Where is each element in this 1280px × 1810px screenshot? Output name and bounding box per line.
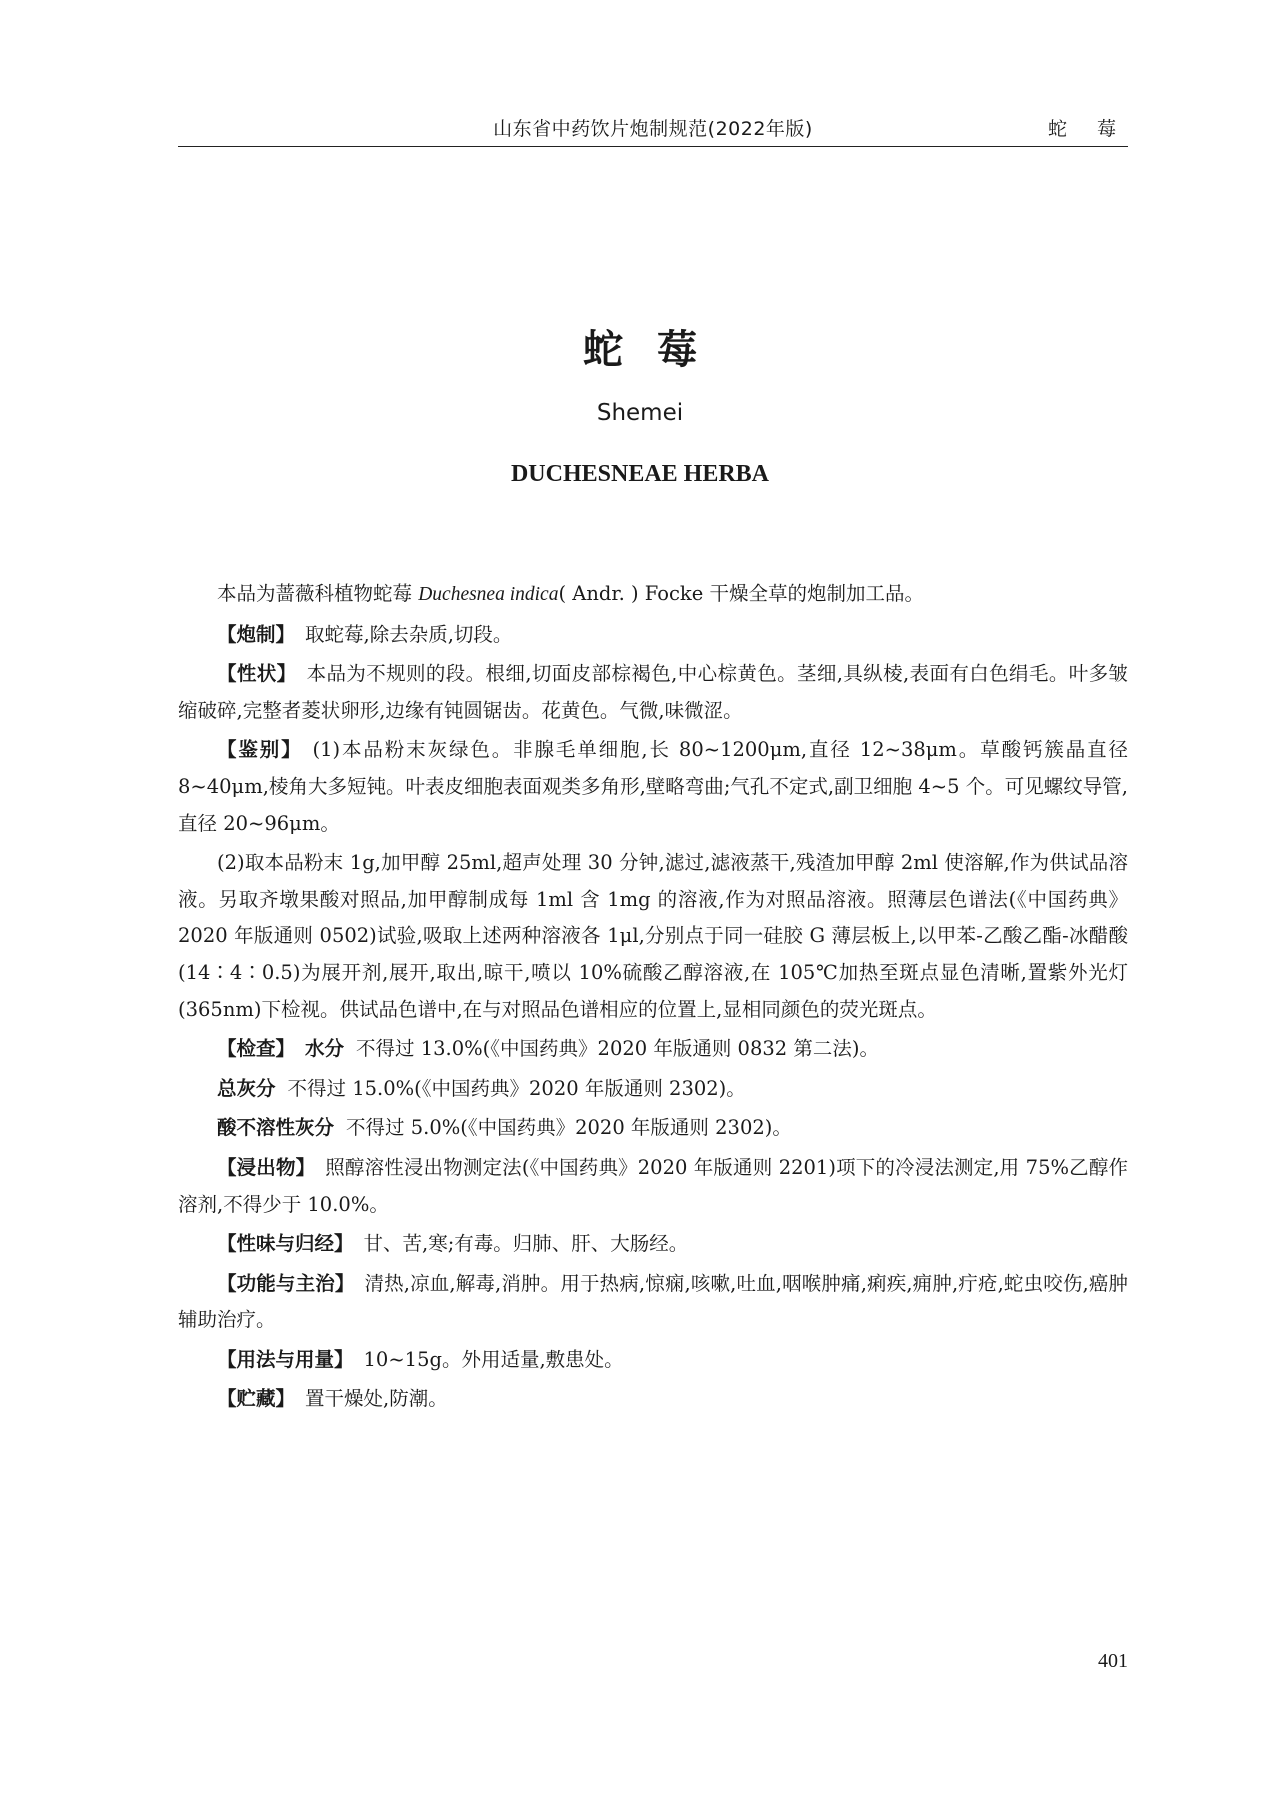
section-processing (178, 617, 1128, 654)
section-text: 清热,凉血,解毒,消肿。用于热病,惊痫,咳嗽,吐血,咽喉肿痛,痢疾,痈肿,疔疮,蛇虫咬伤,癌肿辅助治疗。 (178, 1271, 1128, 1332)
intro-text-after: ( Andr. ) Focke 干燥全草的炮制加工品。 (558, 582, 924, 605)
section-storage (178, 1381, 1128, 1418)
section-heading: 【浸出物】 (217, 1155, 316, 1179)
running-head (178, 112, 1128, 147)
entry-title-latin: DUCHESNEAE HERBA (510, 461, 770, 487)
section-text: 取蛇莓,除去杂质,切段。 (305, 622, 513, 646)
section-text: 置干燥处,防潮。 (305, 1387, 448, 1411)
section-identification-tlc (178, 845, 1128, 1028)
entry-title-chinese: 蛇莓 (583, 327, 731, 373)
section-heading: 【炮制】 (217, 622, 296, 646)
running-head-book-title: 山东省中药饮片炮制规范(2022年版) (493, 118, 813, 140)
section-identification (178, 732, 1128, 842)
moisture-text: 不得过 13.0%(《中国药典》2020 年版通则 0832 第二法)。 (356, 1037, 879, 1061)
section-heading: 【贮藏】 (217, 1387, 296, 1411)
acid-insoluble-ash-text: 不得过 5.0%(《中国药典》2020 年版通则 2302)。 (346, 1116, 792, 1140)
section-nature-meridian (178, 1226, 1128, 1263)
section-text: 照醇溶性浸出物测定法(《中国药典》2020 年版通则 2201)项下的冷浸法测定,用 75%乙醇作溶剂,不得少于 10.0%。 (178, 1155, 1128, 1216)
section-heading: 【鉴别】 (217, 738, 303, 762)
section-text: 甘、苦,寒;有毒。归肺、肝、大肠经。 (363, 1232, 689, 1256)
intro-text-before: 本品为蔷薇科植物蛇莓 (217, 582, 419, 605)
section-text: 本品为不规则的段。根细,切面皮部棕褐色,中心棕黄色。茎细,具纵棱,表面有白色绢毛。叶多皱缩破碎,完整者菱状卵形,边缘有钝圆锯齿。花黄色。气微,味微涩。 (178, 662, 1128, 722)
section-dosage (178, 1342, 1128, 1379)
section-heading: 【性味与归经】 (217, 1232, 354, 1256)
section-text: 10~15g。外用适量,敷患处。 (363, 1347, 624, 1371)
intro-paragraph (178, 576, 1128, 614)
entry-title-pinyin: Shemei (596, 400, 684, 426)
acid-insoluble-ash-label: 酸不溶性灰分 (217, 1116, 335, 1140)
moisture-label: 水分 (305, 1037, 345, 1061)
running-head-entry: 蛇 莓 (1047, 118, 1128, 140)
section-text: (1)本品粉末灰绿色。非腺毛单细胞,长 80~1200μm,直径 12~38μm。草酸钙簇晶直径 8~40μm,棱角大多短钝。叶表皮细胞表面观类多角形,壁略弯曲;气孔不定式,副卫细胞 4~5 个。可见螺纹导管,直径 20~96μm。 (178, 738, 1128, 835)
section-heading: 【性状】 (217, 662, 297, 686)
section-description (178, 656, 1128, 729)
section-extract (178, 1150, 1128, 1223)
section-function-indication (178, 1266, 1128, 1339)
page-number: 401 (1098, 1650, 1128, 1672)
total-ash-text: 不得过 15.0%(《中国药典》2020 年版通则 2302)。 (287, 1076, 746, 1100)
section-heading: 【功能与主治】 (217, 1271, 355, 1295)
latin-species-name: Duchesnea indica (418, 584, 559, 605)
section-inspection-moisture (178, 1031, 1128, 1068)
section-heading: 【用法与用量】 (217, 1347, 354, 1371)
section-inspection-acid-ash (178, 1110, 1128, 1147)
section-text: (2)取本品粉末 1g,加甲醇 25ml,超声处理 30 分钟,滤过,滤液蒸干,残渣加甲醇 2ml 使溶解,作为供试品溶液。另取齐墩果酸对照品,加甲醇制成每 1ml 含 1mg 的溶液,作为对照品溶液。照薄层色谱法(《中国药典》2020 年版通则 0502)试验,吸取上述两种溶液各 1μl,分别点于同一硅胶 G 薄层板上,以甲苯-乙酸乙酯-冰醋酸(14∶4∶0.5)为展开剂,展开,取出,晾干,喷以 10%硫酸乙醇溶液,在 105℃加热至斑点显色清晰,置紫外光灯(365nm)下检视。供试品色谱中,在与对照品色谱相应的位置上,显相同颜色的荧光斑点。 (178, 851, 1128, 1021)
section-inspection-total-ash (178, 1071, 1128, 1108)
section-heading: 【检查】 (217, 1037, 296, 1061)
total-ash-label: 总灰分 (217, 1076, 276, 1100)
monograph-body (178, 576, 1128, 1421)
